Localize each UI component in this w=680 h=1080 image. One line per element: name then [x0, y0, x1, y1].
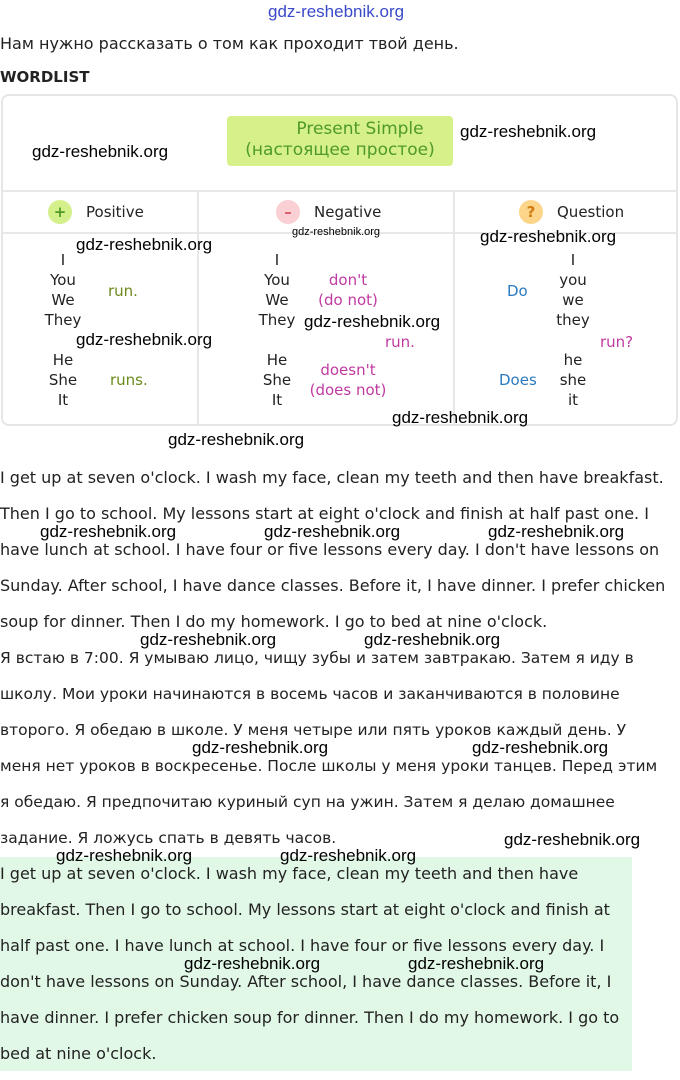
- wordlist-heading: WORDLIST: [0, 68, 90, 86]
- negative-aux-2: doesn't (does not): [309, 361, 387, 399]
- negative-aux-1: don't (do not): [318, 271, 378, 309]
- watermark[interactable]: gdz-reshebnik.org: [168, 430, 305, 449]
- watermark[interactable]: gdz-reshebnik.org: [56, 846, 193, 865]
- watermark[interactable]: gdz-reshebnik.org: [364, 630, 501, 649]
- answer-paragraph: I get up at seven o'clock. I wash my face, clean my teeth and then have breakfast. Then I go to school. My lessons start at eight o'clock and finish at half past one. I have lunch at school. I have four or five lessons every day. I don't have lessons on Sunday. After school, I have dance classes. Before it, I have dinner. I prefer chicken soup for dinner. Then I do my homework. I go to bed at nine o'clock.: [0, 864, 620, 1063]
- russian-paragraph: Я встаю в 7:00. Я умываю лицо, чищу зубы и затем завтракаю. Затем я иду в школу. Мои уроки начинаются в восемь часов и заканчиваются в половине второго. Я обедаю в школе. У меня четыре или пять уроков каждый день. У меня нет уроков в воскресенье. После школы у меня уроки танцев. Перед этим я обедаю. Я предпочитаю куриный суп на ужин. Затем я делаю домашнее задание. Я ложусь спать в девять часов.: [0, 649, 658, 847]
- watermark[interactable]: gdz-reshebnik.org: [32, 142, 169, 161]
- question-aux-1: Do: [507, 282, 528, 300]
- watermark[interactable]: gdz-reshebnik.org: [392, 408, 529, 427]
- watermark[interactable]: gdz-reshebnik.org: [488, 522, 625, 541]
- table-title: [227, 116, 453, 166]
- watermark[interactable]: gdz-reshebnik.org: [76, 235, 213, 254]
- question-column-header: [519, 200, 624, 224]
- positive-header: Positive: [86, 203, 144, 221]
- positive-column-header: [48, 200, 144, 224]
- watermark[interactable]: gdz-reshebnik.org: [408, 954, 545, 973]
- divider: [2, 190, 678, 192]
- divider: [453, 191, 455, 425]
- divider: [197, 191, 199, 425]
- english-paragraph: I get up at seven o'clock. I wash my face, clean my teeth and then have breakfast. Then I go to school. My lessons start at eight o'clock and finish at half past one. I have lunch at school. I have four or five lessons every day. I don't have lessons on Sunday. After school, I have dance classes. Before it, I have dinner. I prefer chicken soup for dinner. Then I do my homework. I go to bed at nine o'clock.: [0, 468, 666, 631]
- watermark[interactable]: gdz-reshebnik.org: [184, 954, 321, 973]
- negative-header: Negative: [314, 203, 382, 221]
- watermark[interactable]: gdz-reshebnik.org: [472, 738, 609, 757]
- watermark[interactable]: gdz-reshebnik.org: [76, 330, 213, 349]
- title-ru: (настоящее простое): [245, 140, 435, 160]
- watermark[interactable]: gdz-reshebnik.org: [140, 630, 277, 649]
- watermark[interactable]: gdz-reshebnik.org: [268, 2, 405, 21]
- watermark[interactable]: gdz-reshebnik.org: [304, 312, 441, 331]
- negative-column-header: [276, 200, 381, 224]
- watermark[interactable]: gdz-reshebnik.org: [40, 522, 177, 541]
- watermark[interactable]: gdz-reshebnik.org: [504, 830, 641, 849]
- question-icon: ?: [519, 200, 543, 224]
- question-pronouns-2: he she it: [559, 351, 587, 409]
- question-aux-2: Does: [499, 371, 537, 389]
- negative-pronouns-1: I You We They: [258, 251, 296, 329]
- plus-icon: +: [48, 200, 72, 224]
- watermark[interactable]: gdz-reshebnik.org: [460, 122, 597, 141]
- negative-pronouns-2: He She It: [262, 351, 292, 409]
- watermark[interactable]: gdz-reshebnik.org: [280, 846, 417, 865]
- question-pronouns-1: I you we they: [556, 251, 590, 329]
- positive-pronouns-1: I You We They: [44, 251, 82, 329]
- positive-verb-1: run.: [108, 282, 138, 300]
- question-header: Question: [557, 203, 625, 221]
- watermark[interactable]: gdz-reshebnik.org: [192, 738, 329, 757]
- watermark[interactable]: gdz-reshebnik.org: [264, 522, 401, 541]
- watermark[interactable]: gdz-reshebnik.org: [292, 226, 381, 238]
- positive-verb-2: runs.: [110, 371, 148, 389]
- minus-icon: –: [276, 200, 300, 224]
- watermark[interactable]: gdz-reshebnik.org: [480, 227, 617, 246]
- title-en: Present Simple: [296, 119, 424, 139]
- question-verb: run?: [600, 333, 634, 351]
- positive-pronouns-2: He She It: [48, 351, 78, 409]
- intro-text: Нам нужно рассказать о том как проходит твой день.: [0, 34, 459, 53]
- negative-verb: run.: [385, 333, 415, 351]
